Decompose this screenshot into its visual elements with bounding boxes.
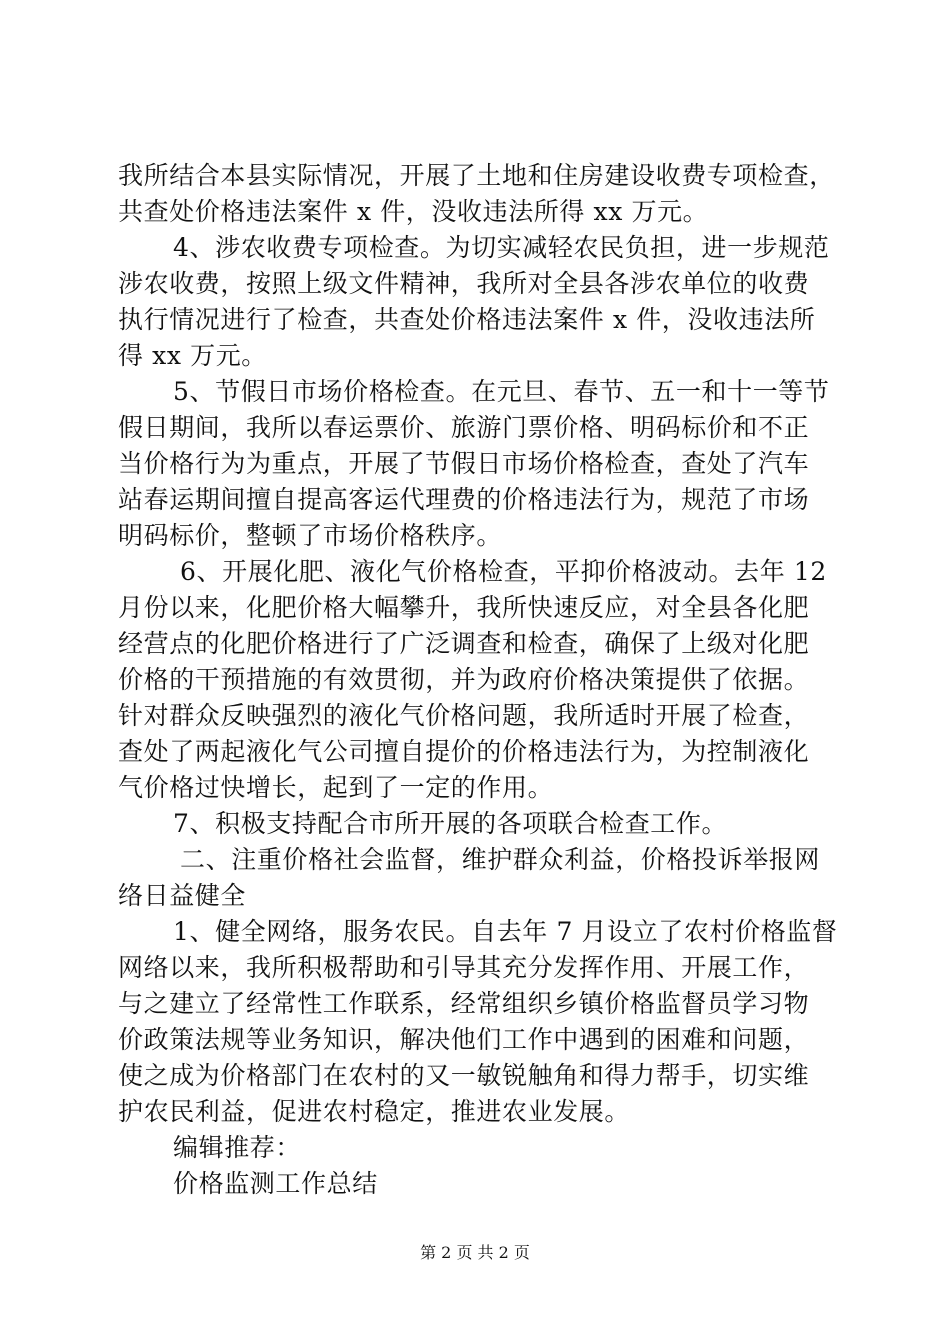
paragraph-1-start: 1、健全网络，服务农民。自去年 7 月设立了农村价格监督	[173, 917, 838, 946]
paragraph-4-start: 4、涉农收费专项检查。为切实减轻农民负担，进一步规范	[173, 233, 830, 262]
body-line: 执行情况进行了检查，共查处价格违法案件 x 件，没收违法所	[118, 305, 816, 334]
body-line: 经营点的化肥价格进行了广泛调查和检查，确保了上级对化肥	[118, 629, 810, 658]
body-line: 当价格行为为重点，开展了节假日市场价格检查，查处了汽车	[118, 449, 810, 478]
page-footer: 第 2 页 共 2 页	[420, 1243, 530, 1262]
document-body	[118, 158, 838, 1202]
section-heading-2-continued: 络日益健全	[118, 881, 247, 910]
body-line: 护农民利益，促进农村稳定，推进农业发展。	[118, 1097, 631, 1126]
body-line: 月份以来，化肥价格大幅攀升，我所快速反应，对全县各化肥	[118, 593, 810, 622]
body-line: 价政策法规等业务知识，解决他们工作中遇到的困难和问题，	[118, 1025, 810, 1054]
body-line: 价格的干预措施的有效贯彻，并为政府价格决策提供了依据。	[118, 665, 810, 694]
body-line: 站春运期间擅自提高客运代理费的价格违法行为，规范了市场	[118, 485, 810, 514]
body-line: 网络以来，我所积极帮助和引导其充分发挥作用、开展工作，	[118, 953, 810, 982]
body-line: 明码标价，整顿了市场价格秩序。	[118, 521, 503, 550]
body-line: 我所结合本县实际情况，开展了土地和住房建设收费专项检查，	[118, 161, 835, 190]
body-line: 与之建立了经常性工作联系，经常组织乡镇价格监督员学习物	[118, 989, 810, 1018]
body-line: 共查处价格违法案件 x 件，没收违法所得 xx 万元。	[118, 197, 709, 226]
recommended-article-link[interactable]: 价格监测工作总结	[173, 1169, 378, 1198]
body-line: 涉农收费，按照上级文件精神，我所对全县各涉农单位的收费	[118, 269, 810, 298]
paragraph-6-start: 6、开展化肥、液化气价格检查，平抑价格波动。去年 12	[180, 557, 827, 586]
body-line: 使之成为价格部门在农村的又一敏锐触角和得力帮手，切实维	[118, 1061, 810, 1090]
editor-recommend-label: 编辑推荐：	[173, 1133, 302, 1162]
paragraph-5-start: 5、节假日市场价格检查。在元旦、春节、五一和十一等节	[173, 377, 830, 406]
body-line: 气价格过快增长，起到了一定的作用。	[118, 773, 554, 802]
body-line: 查处了两起液化气公司擅自提价的价格违法行为，为控制液化	[118, 737, 810, 766]
body-line: 针对群众反映强烈的液化气价格问题，我所适时开展了检查，	[118, 701, 810, 730]
body-line: 得 xx 万元。	[118, 341, 267, 370]
section-heading-2: 二、注重价格社会监督，维护群众利益，价格投诉举报网	[180, 845, 821, 874]
body-line: 假日期间，我所以春运票价、旅游门票价格、明码标价和不正	[118, 413, 810, 442]
paragraph-7: 7、积极支持配合市所开展的各项联合检查工作。	[173, 809, 728, 838]
